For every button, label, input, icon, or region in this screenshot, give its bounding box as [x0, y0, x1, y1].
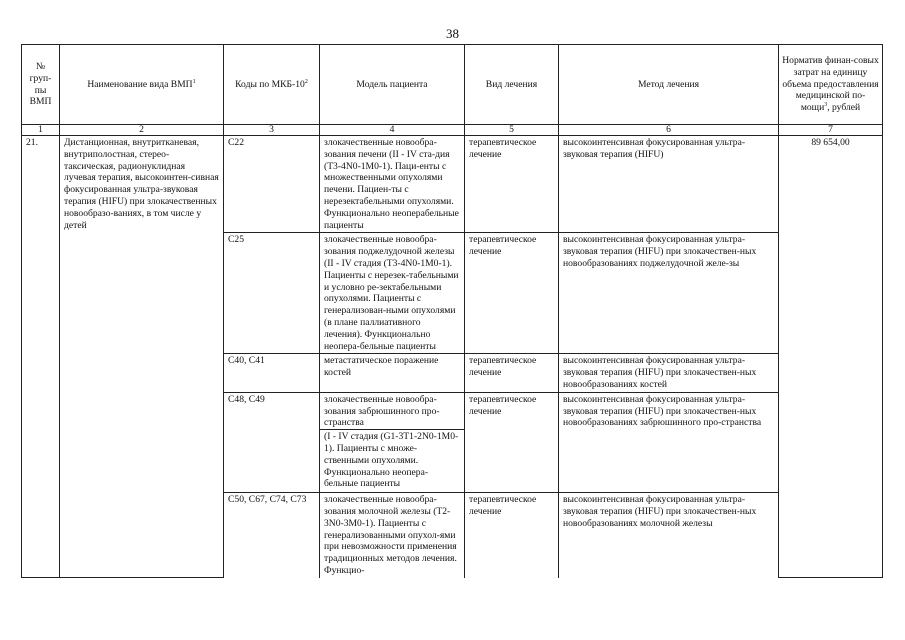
column-number: 4 [320, 125, 465, 136]
column-number: 3 [224, 125, 320, 136]
column-number: 6 [559, 125, 779, 136]
treatment-type-cell: терапевтическое лечение [465, 136, 559, 233]
treatment-type-cell: терапевтическое лечение [465, 392, 559, 492]
column-number: 5 [465, 125, 559, 136]
column-number: 2 [60, 125, 224, 136]
treatment-method-cell: высокоинтенсивная фокусированная ультра-звуковая терапия (HIFU) при злокачествен-ных новообразованиях поджелудочной желе-зы [559, 233, 779, 354]
treatment-method-cell: высокоинтенсивная фокусированная ультра-звуковая терапия (HIFU) при злокачествен-ных новообразованиях костей [559, 354, 779, 392]
icd-codes-cell: C22 [224, 136, 320, 233]
column-number: 7 [779, 125, 883, 136]
patient-model-text: злокачественные новообра-зования молочной железы (T2-3N0-3M0-1). Пациенты с генерализованными опухол-ями при невозможности применения традиционных методов лечения. Функцио- [324, 494, 457, 576]
header-treatment-type: Вид лечения [465, 45, 559, 125]
treatment-method-cell: высокоинтенсивная фокусированная ультра-звуковая терапия (HIFU) при злокачествен-ных новообразованиях молочной железы [559, 493, 779, 578]
patient-model-cell [320, 354, 465, 392]
patient-model-text: злокачественные новообра-зования забрюшинного про-странства [324, 393, 440, 429]
page-number: 38 [446, 26, 459, 41]
header-treatment-method: Метод лечения [559, 45, 779, 125]
patient-model-text: злокачественные новообра-зования печени (II - IV ста-дия (T3-4N0-1M0-1). Паци-енты с множественными опухолями печени. Пациен-ты с нерезектабельными опухолями. Функционально неоперабельные пациенты [324, 137, 459, 231]
header-group-number: № груп-пы ВМП [22, 45, 60, 125]
patient-model-cell [320, 493, 465, 578]
header-cost-norm: Норматив финан-совых затрат на единицу объема предоставления медицинской по-мощи$^3$, рублей [779, 45, 883, 125]
group-name-cell: Дистанционная, внутритканевая, внутриполостная, стерео-таксическая, радионуклидная лучевая терапия, высокоинтен-сивная фокусированная ультра-звуковая терапия (HIFU) при злокачественных новообразо-ваниях, в том числе у детей [60, 136, 224, 578]
header-icd-codes: Коды по МКБ-$10^2$ [224, 45, 320, 125]
patient-model-text: метастатическое поражение костей [324, 355, 439, 379]
cost-norm-cell: 89 654,00 [779, 136, 883, 578]
patient-model-text: злокачественные новообра-зования поджелудочной железы (II - IV стадия (T3-4N0-1M0-1). Пациенты с нерезек-табельными и условно ре-зектабельными опухолями. Пациенты с генерализован-ными опухолями (в плане паллиативного лечения). Функционально неопера-бельные пациенты [324, 234, 459, 352]
icd-codes-cell: C25 [224, 233, 320, 354]
treatment-type-cell: терапевтическое лечение [465, 233, 559, 354]
icd-codes-cell: C48, C49 [224, 392, 320, 492]
icd-codes-cell: C40, C41 [224, 354, 320, 392]
treatment-method-cell: высокоинтенсивная фокусированная ультра-звуковая терапия (HIFU) [559, 136, 779, 233]
treatment-type-cell: терапевтическое лечение [465, 493, 559, 578]
treatment-method-cell: высокоинтенсивная фокусированная ультра-звуковая терапия (HIFU) при злокачествен-ных новообразованиях забрюшинного про-странства [559, 392, 779, 492]
header-vmp-name: Наименование вида ВМП$^1$ [60, 45, 224, 125]
column-number: 1 [22, 125, 60, 136]
header-row [22, 45, 883, 125]
treatment-type-cell: терапевтическое лечение [465, 354, 559, 392]
header-patient-model: Модель пациента [320, 45, 465, 125]
table-row [22, 136, 883, 233]
column-number-row [22, 125, 883, 136]
patient-model-text: (I - IV стадия (G1-3T1-2N0-1M0-1). Пациенты с множе-ственными опухолями. Функционально неопера-бельные пациенты [320, 429, 464, 491]
patient-model-cell [320, 136, 465, 233]
patient-model-cell [320, 233, 465, 354]
patient-model-cell [320, 392, 465, 492]
icd-codes-cell: C50, C67, C74, C73 [224, 493, 320, 578]
vmp-table [21, 44, 883, 578]
group-number-cell: 21. [22, 136, 60, 578]
